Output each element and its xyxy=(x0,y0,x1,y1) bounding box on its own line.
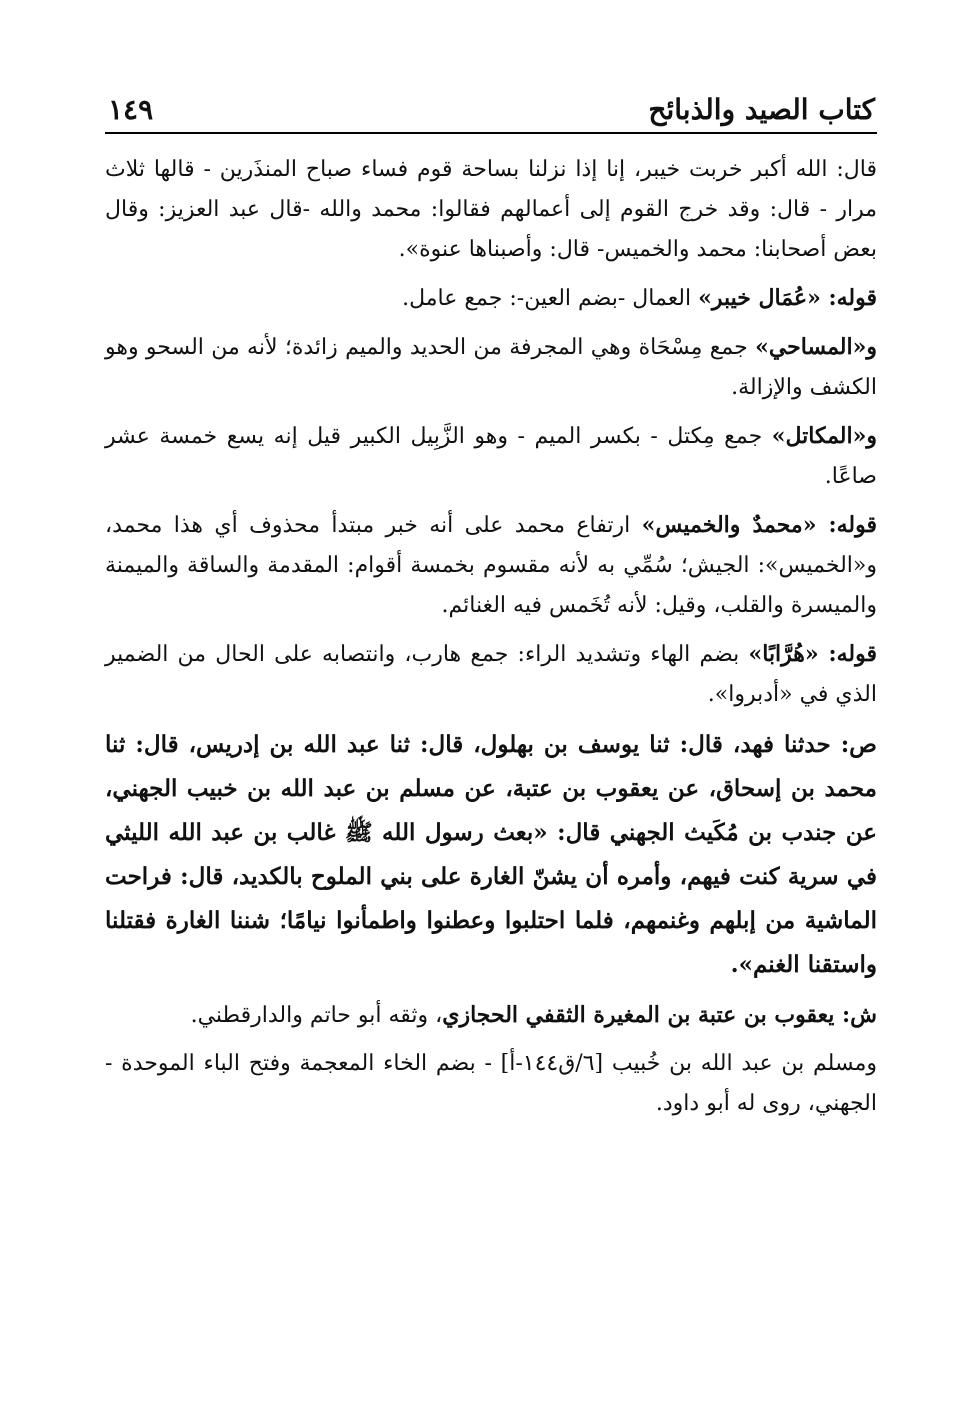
term-text: جمع مِكتل - بكسر الميم - وهو الزَّبِيل الكبير قيل إنه يسع خمسة عشر صاعًا. xyxy=(105,424,877,489)
term-label: قوله: «محمدٌ والخميس» xyxy=(641,512,877,538)
paragraph-2 xyxy=(105,278,877,319)
term-label: قوله: «هُرَّابًا» xyxy=(748,641,878,667)
header-rule xyxy=(105,132,877,134)
term-label: قوله: «عُمَال خيبر» xyxy=(698,285,877,311)
term-label: و«المساحي» xyxy=(755,334,877,360)
paragraph-4 xyxy=(105,416,877,497)
page-number: ١٤٩ xyxy=(108,93,154,126)
paragraph-3 xyxy=(105,327,877,408)
hadith-text: ص: حدثنا فهد، قال: ثنا يوسف بن بهلول، قال: ثنا عبد الله بن إدريس، قال: ثنا محمد بن إسحاق، عن يعقوب بن عتبة، عن مسلم بن عبد الله بن خبيب الجهني، عن جندب بن مُكَيث الجهني قال: «بعث رسول الله ﷺ غالب بن عبد الله الليثي في سرية كنت فيهم، وأمره أن يشنّ الغارة على بني الملوح بالكديد، قال: فراحت الماشية من إبلهم وغنمهم، فلما احتلبوا وعطنوا واطمأنوا نيامًا؛ شننا الغارة فقتلنا واستقنا الغنم». xyxy=(105,731,877,978)
term-text: ارتفاع محمد على أنه خبر مبتدأ محذوف أي هذا محمد، و«الخميس»: الجيش؛ سُمِّي به لأنه مقسوم بخمسة أقوام: المقدمة والساقة والميمنة والميسرة والقلب، وقيل: لأنه تُخَمس فيه الغنائم. xyxy=(105,513,877,618)
term-text: جمع مِسْحَاة وهي المجرفة من الحديد والميم زائدة؛ لأنه من السحو وهو الكشف والإزالة. xyxy=(105,335,877,400)
page-body xyxy=(105,150,877,1132)
term-label: ش: يعقوب بن عتبة بن المغيرة الثقفي الحجازي xyxy=(442,1002,877,1028)
page-header xyxy=(108,78,875,130)
term-text: بضم الهاء وتشديد الراء: جمع هارب، وانتصابه على الحال من الضمير الذي في «أدبروا». xyxy=(105,642,877,707)
paragraph-8 xyxy=(105,995,877,1036)
paragraph-9: ومسلم بن عبد الله بن خُبيب [٦/ق١٤٤-أ] - بضم الخاء المعجمة وفتح الباء الموحدة - الجهني، روى له أبو داود. xyxy=(105,1051,877,1116)
term-label: و«المكاتل» xyxy=(771,423,877,449)
running-title: كتاب الصيد والذبائح xyxy=(648,93,875,126)
paragraph-5 xyxy=(105,505,877,626)
term-text: العمال -بضم العين-: جمع عامل. xyxy=(402,286,699,311)
term-text: ، وثقه أبو حاتم والدارقطني. xyxy=(190,1003,443,1028)
paragraph-1: قال: الله أكبر خربت خيبر، إنا إذا نزلنا بساحة قوم فساء صباح المنذَرين - قالها ثلاث مرار - قال: وقد خرج القوم إلى أعمالهم فقالوا: محمد والله -قال عبد العزيز: وقال بعض أصحابنا: محمد والخميس- قال: وأصبناها عنوة». xyxy=(105,157,877,262)
paragraph-6 xyxy=(105,634,877,715)
